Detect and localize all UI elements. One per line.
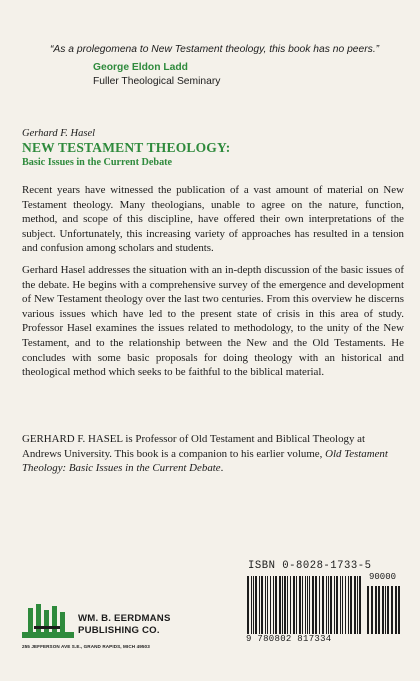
- barcode-bar: [293, 576, 295, 634]
- barcode-bar: [359, 576, 361, 634]
- barcode-bar: [336, 576, 338, 634]
- barcode-bar: [305, 576, 306, 634]
- barcode-bar: [378, 586, 380, 634]
- barcode-bar: [261, 576, 263, 634]
- barcode-bar: [385, 586, 386, 634]
- barcode-bar: [319, 576, 320, 634]
- barcode-bar: [350, 576, 352, 634]
- barcode-bar: [267, 576, 268, 634]
- book-title: NEW TESTAMENT THEOLOGY:: [22, 140, 231, 155]
- description-paragraph: Recent years have witnessed the publication of a vast amount of material on New Testament theology. Many theologians, unable to agree on the nature, function, method, and scope of this discipline, have offered their own interpretations of the subject. Unfortunately, this increasing variety of approaches has resulted in a tension and confusion among scholars and students.: [22, 184, 404, 255]
- publisher-name-line1: WM. B. EERDMANS: [78, 613, 171, 624]
- author-name: Gerhard F. Hasel: [22, 128, 96, 139]
- barcode-bar: [375, 586, 377, 634]
- barcode-bar: [265, 576, 266, 634]
- barcode-bar: [273, 576, 274, 634]
- isbn-label: ISBN 0-8028-1733-5: [248, 560, 372, 572]
- barcode-bar: [253, 576, 254, 634]
- barcode-bar: [315, 576, 317, 634]
- barcode-bar: [279, 576, 281, 634]
- barcode-bar: [395, 586, 397, 634]
- publisher-name-line2: PUBLISHING CO.: [78, 625, 160, 636]
- endorser-name: George Eldon Ladd: [93, 62, 188, 73]
- barcode-bar: [307, 576, 308, 634]
- book-subtitle: Basic Issues in the Current Debate: [22, 157, 173, 168]
- description: [22, 183, 404, 387]
- author-bio: [22, 432, 404, 476]
- barcodes: [246, 572, 406, 650]
- barcode-bar: [302, 576, 303, 634]
- publisher-logo-icon: [22, 604, 74, 642]
- barcode-bar: [382, 586, 384, 634]
- barcode-bar: [398, 586, 400, 634]
- barcode-bar: [326, 576, 327, 634]
- barcode-bar: [290, 576, 291, 634]
- barcode-bar: [371, 586, 373, 634]
- barcode-bar: [251, 576, 252, 634]
- barcode-main: [246, 576, 362, 634]
- barcode-bar: [387, 586, 389, 634]
- barcode-bar: [296, 576, 297, 634]
- barcode-bar: [348, 576, 349, 634]
- bio-end: .: [220, 462, 224, 475]
- barcode-bar: [282, 576, 283, 634]
- barcode-digits: 9 780802 817334: [246, 634, 332, 644]
- barcode-bar: [312, 576, 314, 634]
- barcode-addon: [366, 586, 402, 634]
- barcode-bar: [259, 576, 260, 634]
- barcode-bar: [287, 576, 288, 634]
- barcode-bar: [340, 576, 341, 634]
- publisher: [22, 604, 222, 652]
- barcode-bar: [342, 576, 343, 634]
- barcode-bar: [322, 576, 324, 634]
- barcode-bar: [328, 576, 329, 634]
- title-block: [22, 128, 402, 168]
- barcode-bar: [270, 576, 271, 634]
- endorsement-quote: “As a prolegomena to New Testament theology, this book has no peers.”: [50, 44, 380, 55]
- description-paragraph: Gerhard Hasel addresses the situation with an in-depth discussion of the basic issues of the debate. He begins with a comprehensive survey of the emergence and development of New Testament theology over the last two centuries. From this overview he discerns various issues which have led to the present state of crisis in this area of study. Professor Hasel examines the issues related to methodology, to the unity of the New Testament, and to the relationship between the New and the Old Testaments. He concludes with some basic proposals for doing theology with an historical and theological method which seeks to be faithful to the biblical material.: [22, 263, 404, 379]
- barcode-bar: [309, 576, 310, 634]
- bio-text: GERHARD F. HASEL is Professor of Old Testament and Biblical Theology at Andrews University. This book is a companion to his earlier volume,: [22, 433, 365, 460]
- barcode-bar: [330, 576, 332, 634]
- bio-other-book: Old Testament Theology: Basic Issues in the Current Debate: [22, 447, 388, 475]
- barcode-bar: [354, 576, 356, 634]
- barcode-bar: [345, 576, 346, 634]
- isbn-addon: 90000: [369, 572, 397, 582]
- barcode-bar: [334, 576, 335, 634]
- barcode-area: [246, 560, 406, 650]
- barcode-bar: [299, 576, 301, 634]
- barcode-bar: [284, 576, 286, 634]
- barcode-bar: [391, 586, 393, 634]
- barcode-bar: [275, 576, 277, 634]
- barcode-bar: [247, 576, 249, 634]
- endorser-affiliation: Fuller Theological Seminary: [93, 76, 221, 87]
- barcode-bar: [255, 576, 257, 634]
- publisher-address: 255 JEFFERSON AVE S.E., GRAND RAPIDS, MICH 49503: [22, 644, 150, 649]
- endorsement-attribution: [93, 61, 400, 89]
- endorsement: [50, 44, 400, 89]
- publisher-name: [78, 613, 171, 637]
- barcode-bar: [357, 576, 358, 634]
- barcode-bar: [367, 586, 369, 634]
